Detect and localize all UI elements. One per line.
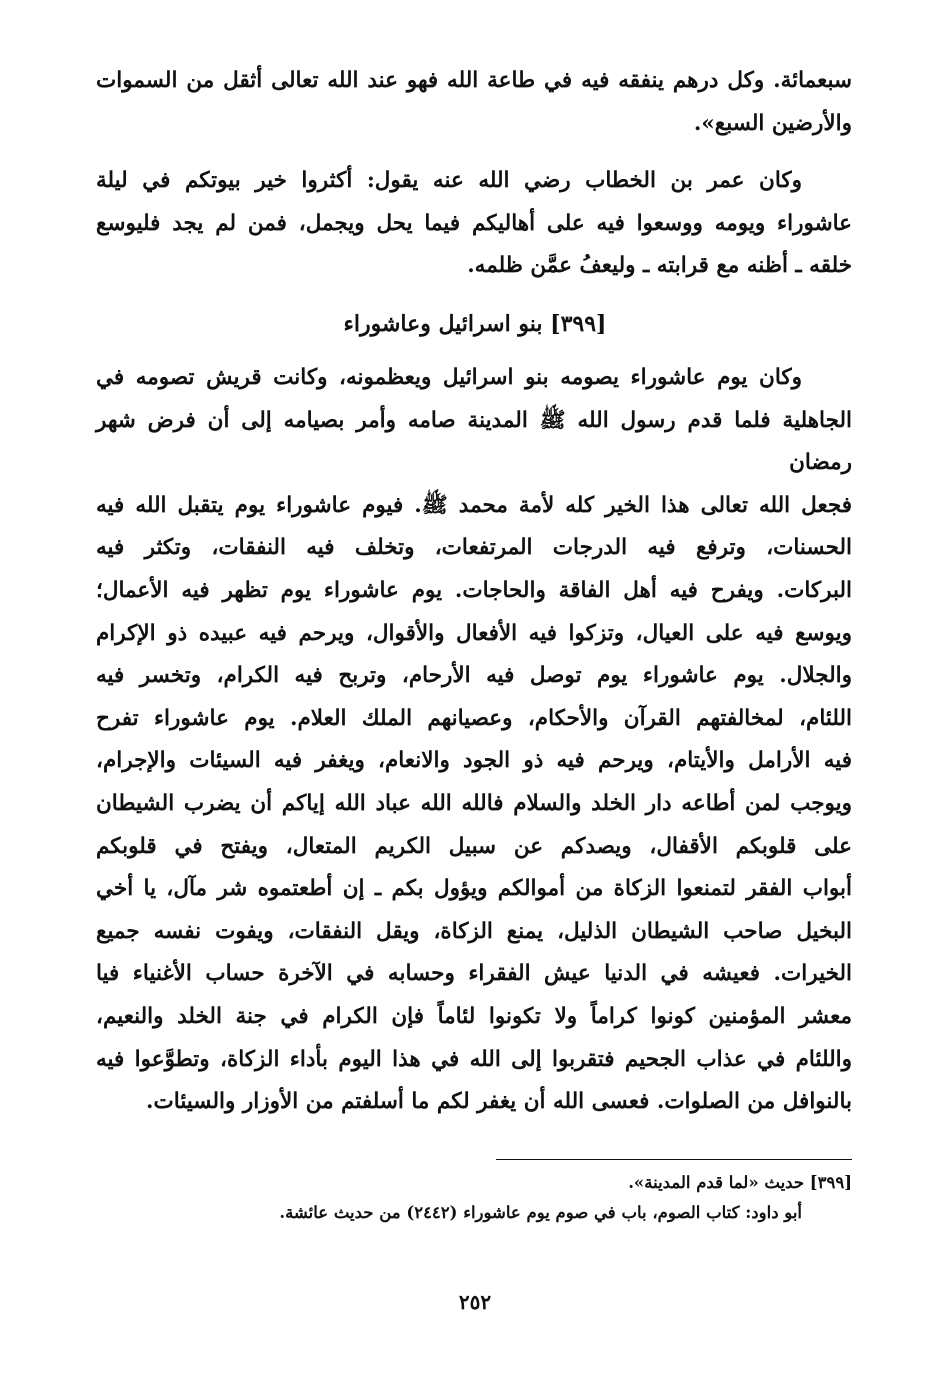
text-line: البخيل صاحب الشيطان الذليل، يمنع الزكاة، ويقل النفقات، ويفوت نفسه جميع	[96, 918, 852, 944]
text-line: الحسنات، وترفع فيه الدرجات المرتفعات، وتخلف فيه النفقات، وتكثر فيه	[96, 535, 852, 561]
page-number: ٢٥٢	[458, 1290, 492, 1314]
text-line: ويوسع فيه على العيال، وتزكوا فيه الأفعال والأقوال، ويرحم فيه عبيده ذو الإكرام	[96, 620, 852, 646]
paragraph-umar-saying	[96, 160, 852, 288]
text-line: والأرضين السبع».	[693, 110, 852, 136]
footnote-divider	[496, 1159, 852, 1160]
text-line: ويوجب لمن أطاعه دار الخلد والسلام فالله الله عباد الله إياكم أن يضرب الشيطان	[96, 790, 852, 816]
text-line: على قلوبكم الأقفال، ويصدكم عن سبيل الكريم المتعال، ويفتح في قلوبكم	[96, 833, 852, 859]
text-line: سبعمائة. وكل درهم ينفقه فيه في طاعة الله فهو عند الله تعالى أثقل من السموات	[96, 68, 852, 93]
footnote-source: أبو داود: كتاب الصوم، باب في صوم يوم عاشوراء (٢٤٤٢) من حديث عائشة.	[279, 1203, 802, 1222]
text-line: اللئام، لمخالفتهم القرآن والأحكام، وعصيانهم الملك العلام. يوم عاشوراء تفرح	[96, 705, 852, 731]
text-line: البركات. ويفرح فيه أهل الفاقة والحاجات. يوم عاشوراء يوم تظهر فيه الأعمال؛	[96, 577, 852, 603]
text-line: وكان يوم عاشوراء يصومه بنو اسرائيل ويعظمونه، وكانت قريش تصومه في	[96, 365, 802, 390]
text-line: الجاهلية فلما قدم رسول الله ﷺ المدينة صامه وأمر بصيامه إلى أن فرض شهر رمضان	[96, 407, 852, 476]
text-line: وكان عمر بن الخطاب رضي الله عنه يقول: أكثروا خير بيوتكم في ليلة	[96, 168, 802, 193]
text-line: واللئام في عذاب الجحيم فتقربوا إلى الله في هذا اليوم بأداء الزكاة، وتطوَّعوا فيه	[96, 1046, 852, 1072]
paragraph-continuation	[96, 60, 852, 145]
text-line: معشر المؤمنين كونوا كراماً ولا تكونوا لئاماً فإن الكرام في جنة الخلد والنعيم،	[96, 1003, 852, 1029]
text-line: الخيرات. فعيشه في الدنيا عيش الفقراء وحسابه في الآخرة حساب الأغنياء فيا	[96, 961, 852, 987]
text-line: فيه الأرامل والأيتام، ويرحم فيه ذو الجود والانعام، ويغفر فيه السيئات والإجرام،	[96, 748, 852, 774]
text-line: خلقه ـ أظنه مع قرابته ـ وليعفُ عمَّن ظلمه.	[467, 253, 852, 279]
footnotes	[96, 1168, 852, 1228]
section-heading: [٣٩٩] بنو اسرائيل وعاشوراء	[343, 311, 607, 337]
text-line: عاشوراء ويومه ووسعوا فيه على أهاليكم فيما يحل ويجمل، فمن لم يجد فليوسع	[96, 210, 852, 236]
text-line: بالنوافل من الصلوات. فعسى الله أن يغفر لكم ما أسلفتم من الأوزار والسيئات.	[146, 1089, 852, 1115]
text-line: فجعل الله تعالى هذا الخير كله لأمة محمد ﷺ. فيوم عاشوراء يوم يتقبل الله فيه	[96, 492, 852, 518]
text-line: والجلال. يوم عاشوراء يوم توصل فيه الأرحام، وتربح فيه الكرام، وتخسر فيه	[96, 663, 852, 689]
text-line: أبواب الفقر لتمنعوا الزكاة من أموالكم ويؤول بكم ـ إن أطعتموه شر مآل، يا أخي	[96, 876, 852, 902]
footnote-reference: [٣٩٩] حديث «لما قدم المدينة».	[628, 1173, 852, 1192]
paragraph-ashura	[96, 357, 852, 1124]
